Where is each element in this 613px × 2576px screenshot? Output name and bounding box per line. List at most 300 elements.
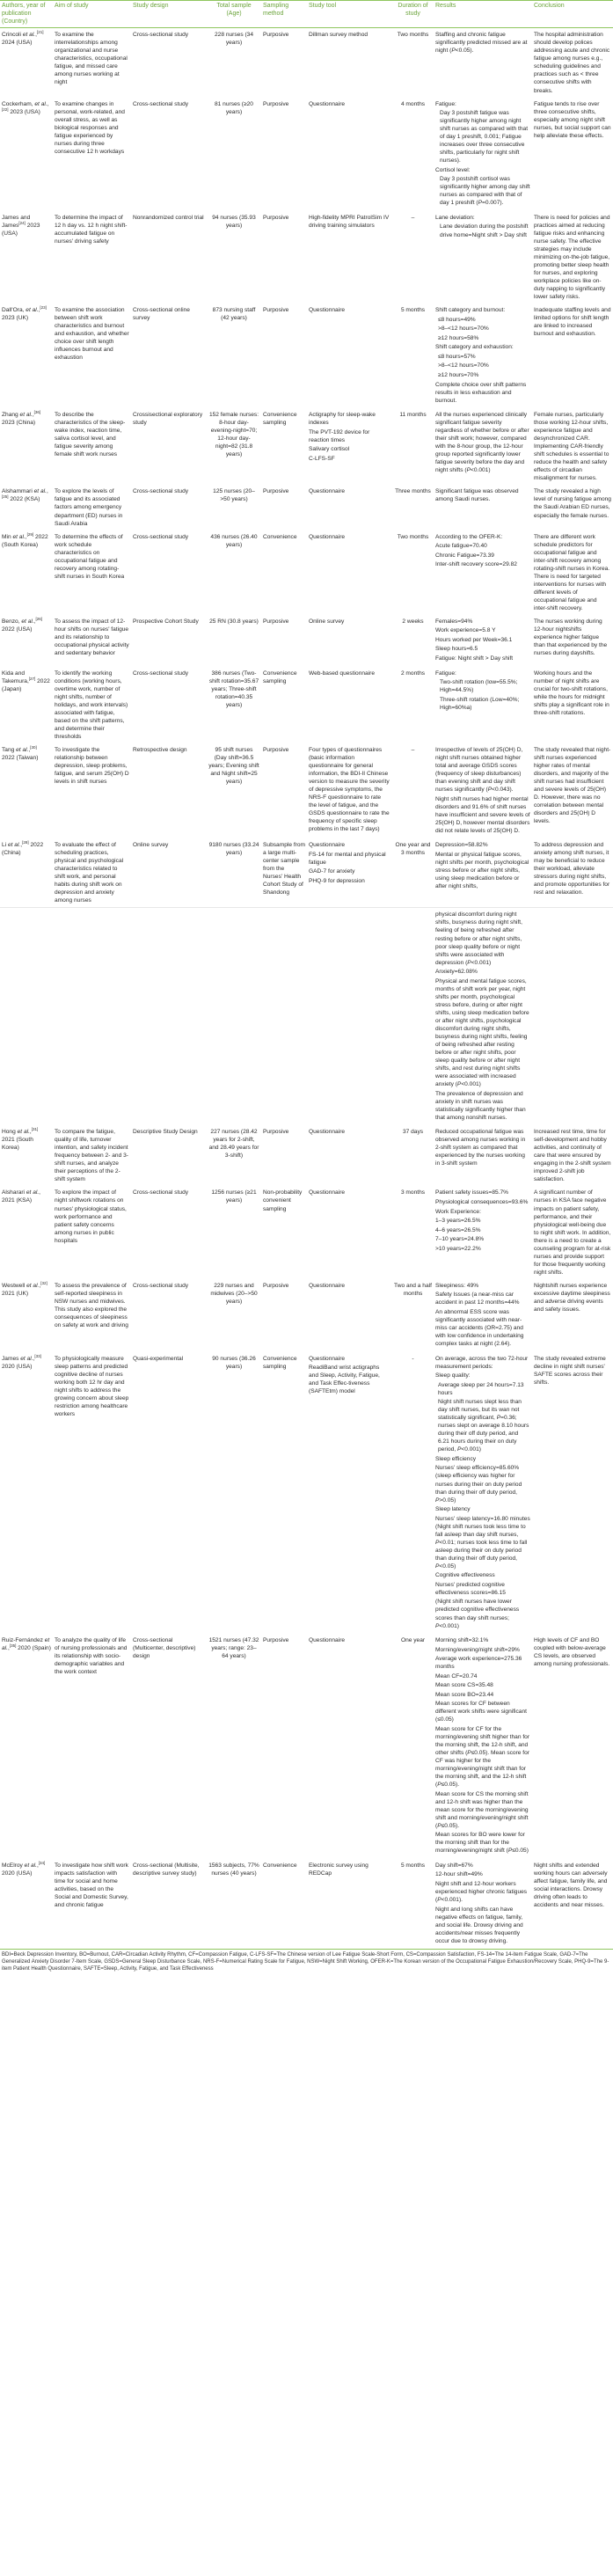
result-line: An abnormal ESS score was significantly associated with near-miss car accidents (OR=2.75) and with low confidence in undertaking complex tasks at night (2.64). xyxy=(435,1308,524,1347)
author-name: McElroy et al., xyxy=(2,1862,39,1869)
cell-aim: To identify the working conditions (working hours, overtime work, number of night shifts, number of holidays, and work intervals) associated with fatigue, based on the shift patterns, and determine their thresholds xyxy=(55,670,128,740)
cell-duration: One year xyxy=(400,1637,426,1644)
cell-design: Cross-sectional study xyxy=(133,32,189,39)
result-line: Nurses' sleep latency=16.80 minutes (Night shift nurses took less time to fall asleep than day shift nurses, P<0.01; nurses took less time to fall asleep during their on duty period than during their off duty period, P<0.05) xyxy=(435,1515,530,1570)
cell-conclusion: Female nurses, particularly those working 12-hour shifts, experience fatigue and desynchronized CAR. Implementing CAR-friendly shift schedules is essential to reduce the health and safety effects of circadian misalignment for nurses. xyxy=(534,412,609,482)
cell-study-tool xyxy=(307,531,392,615)
cell-duration: 5 months xyxy=(400,307,426,314)
cell-duration: – xyxy=(411,746,415,753)
result-line: Nurses' sleep efficiency=85.60% (sleep efficiency was higher for nurses during their on duty period than during their off duty period, P>0.05) xyxy=(435,1465,522,1504)
cell-sampling-method: Purposive xyxy=(263,1129,289,1136)
cell-sampling-method: Purposive xyxy=(263,488,289,495)
cell-sample: 228 nurses (34 years) xyxy=(215,32,253,47)
result-line: Fatigue: xyxy=(435,670,456,677)
cell-results xyxy=(434,838,532,908)
cell-duration: 2 months xyxy=(400,670,426,677)
cell-results xyxy=(434,485,532,530)
table-row xyxy=(0,485,613,530)
cell-conclusion: Working hours and the number of night shifts are crucial for two-shift rotations, while the hours for midnight shifts play a significant role in three-shift rotations. xyxy=(534,670,609,716)
cell-sample: 90 nurses (36.26 years) xyxy=(212,1355,256,1370)
result-line: ≥12 hours=70% xyxy=(438,372,479,378)
cell-results xyxy=(434,28,532,98)
tool-line: C-LFS-SF xyxy=(309,455,335,462)
cell-authors xyxy=(0,838,53,908)
cell-sampling-method: Subsample from a large multi-center sample from the Nurses' Health Cohort Study of Shandong xyxy=(263,842,306,896)
result-line: Complete choice over shift patterns results in less exhaustion and burnout. xyxy=(435,381,527,404)
result-line: Reduced occupational fatigue was observed among nurses working in 2-shift system as compared that experienced by the nurses working in 3-shift system xyxy=(435,1129,526,1167)
cell-conclusion: The nurses working during 12-hour nightshifts experience higher fatigue than that experienced by the nurses during dayshifts. xyxy=(534,618,608,656)
cell-sampling-method: Purposive xyxy=(263,618,289,625)
table-row xyxy=(0,408,613,485)
cell-sample: 95 shift nurses (Day shift=36.5 years; Evening shift and Night shift=25 years) xyxy=(208,746,259,785)
table-row xyxy=(0,1859,613,1949)
header-aim: Aim of study xyxy=(53,1,131,28)
cell-authors xyxy=(0,28,53,98)
table-row xyxy=(0,667,613,743)
table-row-continuation xyxy=(0,908,613,1125)
cell-duration: One year and 3 months xyxy=(395,842,431,857)
cell-duration: 5 months xyxy=(400,1862,426,1869)
result-line: Morning/evening/night shift=29% xyxy=(435,1646,520,1653)
result-line: Two-shift rotation (low=55.5%; High=44.5%) xyxy=(440,679,518,694)
author-name: James and James xyxy=(2,214,31,229)
tool-line: Four types of questionnaires (basic information questionnaire for general information, the BDI-II Chinese version to measure the severity of depressive symptoms, the NRS-F questionnaire to rate the level of fatigue, and the GSDS questionnaire to rate the frequency of specific sleep problems in the last 7 days) xyxy=(309,746,390,833)
cell-results xyxy=(434,211,532,304)
reference-number: [28] xyxy=(22,839,29,845)
header-results: Results xyxy=(434,1,532,28)
result-line: According to the OFER-K: xyxy=(435,533,503,540)
tool-line: Online survey xyxy=(309,618,345,625)
cell-results xyxy=(434,1279,532,1352)
publication-year-country: 2021 (UK) xyxy=(2,1290,29,1297)
reference-number: [24] xyxy=(18,220,26,225)
publication-year-country: 2023 (USA) xyxy=(8,108,40,115)
result-line: Mean score CS=35.48 xyxy=(435,1682,493,1689)
cell-results xyxy=(434,1125,532,1186)
cell-design: Cross-sectional study xyxy=(133,100,189,107)
cell-sample: 1563 subjects, 77% nurses (40 years) xyxy=(208,1862,259,1877)
cell-sample: 125 nurses (20–>50 years) xyxy=(213,488,255,503)
cell-design: Prospective Cohort Study xyxy=(133,618,199,625)
publication-year-country: 2022 (USA) xyxy=(2,626,33,633)
cell-conclusion: There are different work schedule predictors for occupational fatigue and inter-shift recovery among rotating-shift nurses in Korea. There is need for targeted interventions for nurses with different levels of occupational fatigue and inter-shift recovery. xyxy=(534,533,610,611)
publication-year-country: 2020 (USA) xyxy=(2,1363,33,1370)
cell-duration: - xyxy=(412,1355,414,1362)
result-line: Anxiety=62.08% xyxy=(435,969,478,976)
author-name: Li et al., xyxy=(2,842,23,849)
result-line: Physiological consequences=93.6% xyxy=(435,1198,529,1205)
result-line: Lane deviation: xyxy=(435,214,475,221)
cell-results xyxy=(434,743,532,838)
reference-number: [30] xyxy=(30,744,37,750)
table-row xyxy=(0,1186,613,1278)
author-name: Crincoli et al., xyxy=(2,32,37,39)
result-line: Mean CF=20.74 xyxy=(435,1672,478,1680)
cell-sample: 229 nurses and midwives (20–>50 years) xyxy=(210,1282,258,1305)
cell-results xyxy=(434,908,532,1125)
cell-design xyxy=(131,908,207,1125)
cell-conclusion: The study revealed a high level of nursing fatigue among the Saudi Arabian ED nurses, especially the female nurses. xyxy=(534,488,611,519)
result-line: Work Experience: xyxy=(435,1208,481,1215)
publication-year-country: 2022 (KSA) xyxy=(8,496,40,503)
cell-aim: To analyze the quality of life of nursing professionals and its relationship with socio-demographic variables and the work context xyxy=(55,1637,128,1676)
reference-number: [26] xyxy=(35,616,43,621)
result-line: All the nurses experienced clinically significant fatigue severity regardless of whether before or after their shift work; however, compared with the 8-hour group, the 12-hour group reported significantly lower fatigue severity before the day and night shifts (P<0.001) xyxy=(435,412,529,474)
result-line: Work experience=5.8 Y xyxy=(435,627,496,634)
result-line: Irrespective of levels of 25(OH) D, night shift nurses obtained higher total and average GSDS scores (frequency of sleep disturbances) than evening shift and day shift nurses significantly (P<0.043). xyxy=(435,746,523,793)
cell-authors xyxy=(0,908,53,1125)
cell-study-tool xyxy=(307,1352,392,1635)
cell-authors xyxy=(0,98,53,211)
cell-study-tool xyxy=(307,1634,392,1859)
cell-design: Cross-sectional (Multicenter, descriptive) design xyxy=(133,1637,196,1660)
cell-design: Cross-sectional study xyxy=(133,670,189,677)
tool-line: Questionnaire xyxy=(309,1189,346,1197)
cell-sample: 81 nurses (≥20 years) xyxy=(215,100,253,115)
result-line: Night and long shifts can have negative effects on fatigue, family, and social life. Drowsy driving and accidents/near misses frequently occur due to drowsy driving. xyxy=(435,1906,523,1944)
cell-conclusion: High levels of CF and BO coupled with below-average CS levels, are observed among nursing professionals. xyxy=(534,1637,610,1668)
cell-aim: To examine changes in personal, work-related, and overall stress, as well as biological responses and fatigue experienced by nurses during three consecutive 12 h workdays xyxy=(55,100,125,155)
cell-duration: Two months xyxy=(397,32,429,39)
cell-design: Nonrandomized control trial xyxy=(133,214,204,221)
cell-results xyxy=(434,615,532,667)
result-line: Day 3 postshift fatigue was significantly higher among night shift nurses as compared with that of day 1 preshift, 0.001; Fatigue increases over three consecutive shifts, particularly for night shift nurses). xyxy=(440,110,529,165)
cell-sample: 227 nurses (28.42 years for 2-shift, and 28.49 years for 3-shift) xyxy=(208,1129,259,1160)
table-row xyxy=(0,1352,613,1635)
result-line: Night shift and 12-hour workers experienced higher chronic fatigues (P<0.001). xyxy=(435,1880,528,1903)
header-sample: Total sample (Age) xyxy=(207,1,261,28)
cell-authors xyxy=(0,531,53,615)
author-name: Min et al., xyxy=(2,533,27,540)
cell-aim: To describe the characteristics of the sleep-wake index, reaction time, saliva cortisol level, and fatigue severity among female shift work nurses xyxy=(55,412,126,458)
result-line: 4–6 years=26.5% xyxy=(435,1226,481,1233)
cell-sampling-method: Convenience xyxy=(263,1862,297,1869)
result-line: Day shift=67% xyxy=(435,1862,473,1869)
cell-authors xyxy=(0,667,53,743)
result-line: Hours worked per Week=36.1 xyxy=(435,636,513,643)
result-line: On average, across the two 72-hour measurement periods: xyxy=(435,1355,529,1370)
cell-sample: 436 nurses (26.40 years) xyxy=(210,533,258,548)
author-name: Zhang et al., xyxy=(2,412,34,419)
cell-sample: 1521 nurses (47.32 years; range: 23–64 years) xyxy=(208,1637,259,1660)
result-line: Sleep quality: xyxy=(435,1372,471,1379)
cell-conclusion: Night shifts and extended working hours can adversely affect fatigue, family life, and social interactions. Drowsy driving often leads to accidents and near misses. xyxy=(534,1862,608,1909)
table-row xyxy=(0,304,613,408)
cell-design: Online survey xyxy=(133,842,169,849)
cell-aim: To determine the effects of work schedule characteristics on occupational fatigue and recovery among rotating-shift nurses in South Korea xyxy=(55,533,125,580)
cell-design: Cross-sectional study xyxy=(133,1282,189,1289)
cell-design: Retrospective design xyxy=(133,746,187,753)
cell-duration: 4 months xyxy=(400,100,426,107)
cell-aim: To investigate the relationship between depression, sleep problems, fatigue, and serum 25(OH) D levels in shift nurses xyxy=(55,746,129,785)
result-line: Three-shift rotation (Low=40%; High=60%a) xyxy=(440,696,520,711)
reference-number: [31] xyxy=(31,1127,39,1132)
result-line: Lane deviation during the postshift drive home=Night shift > Day shift xyxy=(440,223,529,238)
result-line: Mean score BO=23.44 xyxy=(435,1691,494,1698)
result-line: Fatigue: Night shift > Day shift xyxy=(435,655,514,662)
publication-year-country: 2020 (Spain) xyxy=(16,1645,51,1652)
publication-year-country: 2021 (KSA) xyxy=(2,1197,33,1204)
reference-number: [36] xyxy=(33,409,41,414)
tool-line: Questionnaire xyxy=(309,1129,346,1136)
header-duration: Duration of study xyxy=(392,1,434,28)
tool-line: Actigraphy for sleep-wake indexes xyxy=(309,412,376,427)
result-line: >8–<12 hours=70% xyxy=(438,362,489,370)
cell-conclusion: The study revealed extreme decline in night shift nurses' SAFTE scores across their shifts. xyxy=(534,1355,606,1386)
cell-aim: To explore the impact of night shiftwork rotations on nurses' physiological status, work performance and patient safety concerns among nurses in public hospitals xyxy=(55,1189,127,1244)
cell-sampling-method: Convenience sampling xyxy=(263,1355,297,1370)
cell-sampling-method: Purposive xyxy=(263,32,289,39)
cell-study-tool xyxy=(307,908,392,1125)
tool-line: Web-based questionnaire xyxy=(309,670,376,677)
cell-authors xyxy=(0,1186,53,1278)
cell-duration: Two and a half months xyxy=(394,1282,432,1297)
result-line: Physical and mental fatigue scores, months of shift work per year, night shifts per month, psychological stress before, during or after night shifts, using sleep medication before or after night shifts, psychological discomfort during night shifts, busyness during night shifts, feeling of being refreshed after resting before or after night shifts, poor sleep quality before or after night shifts, and rest during night shifts were associated with increased anxiety (P<0.001) xyxy=(435,977,529,1088)
cell-sampling-method: Purposive xyxy=(263,1637,289,1644)
cell-authors xyxy=(0,408,53,485)
table-row xyxy=(0,1634,613,1859)
cell-authors xyxy=(0,1125,53,1186)
cell-sample: 873 nursing staff (42 years) xyxy=(212,307,256,322)
cell-conclusion: A significant number of nurses in KSA face negative impacts on patient safety, performance, and their physiological well-being due to night shift work. In addition, there is a need to create a counseling program for at-risk nurses and provide support for those frequently working night shifts. xyxy=(534,1189,611,1276)
header-authors: Authors, year of publication (Country) xyxy=(0,1,53,28)
result-line: (Night shift nurses have lower predicted cognitive effectiveness scores than day shift nurses; P<0.001) xyxy=(435,1599,520,1629)
result-line: Day 3 postshift cortisol was significantly higher among day shift nurses as compared with that of day 1 preshift (P=0.007). xyxy=(440,176,530,207)
result-line: Average work experience=275.36 months xyxy=(435,1656,522,1671)
cell-design: Cross-sectional (Multisite, descriptive survey study) xyxy=(133,1862,200,1877)
result-line: Average sleep per 24 hours=7.13 hours xyxy=(438,1381,524,1396)
tool-line: Questionnaire xyxy=(309,307,346,314)
tool-line: Questionnaire xyxy=(309,100,346,107)
cell-results xyxy=(434,1634,532,1859)
result-line: Sleep latency xyxy=(435,1506,471,1513)
table-row xyxy=(0,1125,613,1186)
cell-aim: To explore the levels of fatigue and its associated factors among emergency department (ED) nurses in Saudi Arabia xyxy=(55,488,123,527)
result-line: Morning shift=32.1% xyxy=(435,1637,489,1644)
cell-study-tool xyxy=(307,304,392,408)
publication-year-country: 2022 (Taiwan) xyxy=(2,754,39,761)
cell-results xyxy=(434,408,532,485)
result-line: 12-hour shift=49% xyxy=(435,1871,483,1878)
cell-sampling-method: Purposive xyxy=(263,1282,289,1289)
cell-sampling-method: Purposive xyxy=(263,746,289,753)
cell-authors xyxy=(0,615,53,667)
result-line: Patient safety issues=85.7% xyxy=(435,1189,509,1197)
result-line: ≥12 hours=58% xyxy=(438,334,479,341)
cell-study-tool xyxy=(307,1859,392,1949)
cell-design: Cross-sectional online survey xyxy=(133,307,190,322)
cell-sampling-method: Purposive xyxy=(263,307,289,314)
result-line: Mean scores for BO were lower for the morning shift than for the morning/evening/night shift (P≤0.05) xyxy=(435,1832,529,1855)
cell-study-tool xyxy=(307,838,392,908)
cell-duration: 3 months xyxy=(400,1189,426,1197)
result-line: Nurses' predicted cognitive effectiveness scores=86.15 xyxy=(435,1581,506,1596)
reference-number: [32] xyxy=(40,1280,47,1285)
result-line: Fatigue: xyxy=(435,100,456,107)
cell-study-tool xyxy=(307,1279,392,1352)
author-name: Westwell et al., xyxy=(2,1282,41,1289)
tool-line: FS-14 for mental and physical fatigue xyxy=(309,851,386,866)
result-line: Inter-shift recovery score=29.82 xyxy=(435,561,517,568)
cell-duration: – xyxy=(411,214,415,221)
cell-results xyxy=(434,98,532,211)
cell-study-tool xyxy=(307,1125,392,1186)
tool-line: Questionnaire xyxy=(309,1637,346,1644)
cell-sampling-method: Non-probability convenient sampling xyxy=(263,1189,303,1212)
cell-sample xyxy=(207,908,261,1125)
cell-aim: To examine the association between shift work characteristics and burnout and exhaustion, and whether choice over shift length influences burnout and exhaustion xyxy=(55,307,129,362)
reference-number: [21] xyxy=(36,30,44,35)
cell-conclusion: Nightshift nurses experience excessive daytime sleepiness and adverse driving events and safety issues. xyxy=(534,1282,610,1313)
header-sampling: Sampling method xyxy=(261,1,307,28)
reference-number: [22] xyxy=(2,106,9,112)
cell-conclusion: There is need for policies and practices aimed at reducing fatigue risks and enhancing nurse safety. The effective strategies may include minimizing on-the-job fatigue, promoting better sleep health for nurses, and exploring workplace policies like on-duty napping to significantly lower safety risks. xyxy=(534,214,610,301)
result-line: Acute fatigue=70.40 xyxy=(435,543,487,550)
result-line: Mean score for CS the morning shift and 12-h shift was higher than the mean score for the morning/evening shift and morning/evening/night shift (P≤0.05). xyxy=(435,1790,529,1829)
result-line: Shift category and exhaustion: xyxy=(435,344,514,351)
cell-aim: To physiologically measure sleep patterns and predicted cognitive decline of nurses working both 12 hr day and night shifts to address the growing concern about sleep restriction among healthcare workers xyxy=(55,1355,129,1417)
cell-study-tool xyxy=(307,1186,392,1278)
cell-aim: To examine the interrelationships among organizational and nurse characteristics, occupational fatigue, and missed care among nurses working at night xyxy=(55,32,128,86)
table-body xyxy=(0,28,613,1949)
cell-aim: To assess the impact of 12-hour shifts on nurses' fatigue and its relationship to occupational physical activity and sedentary behavior xyxy=(55,618,129,656)
result-line: Night shift nurses slept less than day shift nurses, but its wan not statistically significant, P=0.36; nurses slept on average 8.10 hours during their off duty period, and 6.21 hours during their on duty period, P<0.001) xyxy=(438,1399,529,1453)
cell-sampling-method: Convenience sampling xyxy=(263,670,297,684)
author-name: Benzo, et al., xyxy=(2,618,36,625)
result-line: >10 years=22.2% xyxy=(435,1245,481,1252)
cell-results xyxy=(434,531,532,615)
publication-year-country: 2023 (China) xyxy=(2,420,36,427)
result-line: Depression=58.82% xyxy=(435,842,488,849)
table-row xyxy=(0,28,613,98)
tool-line: ReadiBand wrist actigraphs and Sleep, Activity, Fatigue, and Task Effec-tiveness (SAFTEtm) model xyxy=(309,1365,380,1395)
cell-duration: 11 months xyxy=(399,412,427,419)
cell-study-tool xyxy=(307,615,392,667)
cell-conclusion: The hospital administration should develop polices addressing acute and chronic fatigue among nurses e.g., scheduling guidelines and practices such as < three consecutive shifts with breaks. xyxy=(534,32,610,94)
cell-conclusion: Increased rest time, time for self-development and hobby activities, and continuity of care that were ensured by engaging in the 2-shift system improved 2-shift job satisfaction. xyxy=(534,1129,611,1183)
cell-sampling-method: Convenience sampling xyxy=(263,412,297,427)
tool-line: GAD-7 for anxiety xyxy=(309,868,355,875)
result-line: Mental or physical fatigue scores, night shifts per month, psychological stress before or after night shifts, using sleep medication before or after night shifts, xyxy=(435,851,529,889)
cell-aim: To evaluate the effect of scheduling practices, physical and psychological characteristics related to shift work, and personal habits during shift work on depression and anxiety among nurses xyxy=(55,842,124,904)
cell-sample: 386 nurses (Two-shift rotation=35.67 years; Three-shift rotation=40.35 years) xyxy=(208,670,259,708)
author-name: Alsharari et al., xyxy=(2,1189,40,1197)
result-line: ≤8 hours=57% xyxy=(438,353,476,360)
result-line: >8–<12 hours=70% xyxy=(438,326,489,333)
result-line: Sleep efficiency xyxy=(435,1455,477,1462)
cell-conclusion: The study revealed that night-shift nurses experienced higher rates of mental disorders, and majority of the shift nurses had insufficient and severe levels of 25(OH) D. However, there was no correlation between mental disorders and 25(OH) D levels. xyxy=(534,746,611,825)
cell-authors xyxy=(0,743,53,838)
cell-study-tool xyxy=(307,98,392,211)
cell-sampling-method: Convenience xyxy=(263,533,297,540)
cell-conclusion: Fatigue tends to rise over three consecutive shifts, especially among night shift nurses, but social support can help alleviate these effects. xyxy=(534,100,611,139)
result-line: Sleepiness: 49% xyxy=(435,1282,479,1289)
author-name: Ruiz-Fernández et al., xyxy=(2,1637,50,1652)
tool-line: PHQ-9 for depression xyxy=(309,877,365,884)
cell-results xyxy=(434,1186,532,1278)
cell-aim: To compare the fatigue, quality of life, turnover intention, and safety incident frequency between 2- and 3-shift nurses, and analyze their perceptions of the 2-shift system xyxy=(55,1129,128,1183)
cell-design: Crossisectional exploratory study xyxy=(133,412,203,427)
cell-results xyxy=(434,304,532,408)
cell-conclusion xyxy=(532,908,613,1125)
cell-sample: 152 female nurses: 8-hour day-evening-night=70; 12-hour day-night=82 (31.8 years) xyxy=(208,412,259,458)
publication-year-country: 2024 (USA) xyxy=(2,40,33,47)
result-line: ≤8 hours=49% xyxy=(438,316,476,323)
cell-conclusion: Inadequate staffing levels and limited options for shift length are linked to increased burnout and exhaustion. xyxy=(534,307,611,338)
reference-number: [34] xyxy=(38,1860,46,1865)
result-line: Mean scores for CF between different work shifts were significant (≤0.05) xyxy=(435,1701,527,1723)
result-line: physical discomfort during night shifts, busyness during night shift, feeling of being refreshed after resting before or after night shifts, poor sleep quality before or night shifts were associated with depression (P<0.001) xyxy=(435,911,522,966)
tool-line: Questionnaire xyxy=(309,1282,346,1289)
result-line: Night shift nurses had higher mental disorders and 91.6% of shift nurses have insufficient and severe levels of 25(OH) D, however mental disorders did not relate levels of 25(OH) D. xyxy=(435,795,530,834)
cell-authors xyxy=(0,1859,53,1949)
result-line: Safety Issues (a near-miss car accident in past 12 months=44% xyxy=(435,1292,520,1306)
result-line: Shift category and burnout: xyxy=(435,307,506,314)
cell-study-tool xyxy=(307,211,392,304)
tool-line: Questionnaire xyxy=(309,842,346,849)
author-name: Tang et al., xyxy=(2,746,31,753)
table-row xyxy=(0,531,613,615)
cell-study-tool xyxy=(307,408,392,485)
cell-authors xyxy=(0,211,53,304)
tool-line: Dillman survey method xyxy=(309,32,369,39)
cell-authors xyxy=(0,1279,53,1352)
tool-line: The PVT-192 device for reaction times xyxy=(309,428,370,443)
cell-sampling-method xyxy=(261,908,307,1125)
cell-duration: Three months xyxy=(395,488,431,495)
publication-year-country: 2022 (South Korea) xyxy=(2,533,48,548)
result-line: The prevalence of depression and anxiety in shift nurses was statistically significantly higher than that among nonshift nurses. xyxy=(435,1090,526,1121)
cell-duration: 2 weeks xyxy=(402,618,424,625)
tool-line: Electronic survey using REDCap xyxy=(309,1862,369,1877)
cell-aim: To determine the impact of 12 h day vs. 12 h night shift-accumulated fatigue on nurses' driving safety xyxy=(55,214,128,245)
cell-results xyxy=(434,667,532,743)
tool-line: Questionnaire xyxy=(309,488,346,495)
result-line: Sleep hours=6.5 xyxy=(435,646,478,653)
table-row xyxy=(0,211,613,304)
cell-sample: 94 nurses (35.93 years) xyxy=(212,214,256,229)
cell-duration xyxy=(392,908,434,1125)
result-line: Significant fatigue was observed among Saudi nurses. xyxy=(435,488,519,503)
reference-number: [25] xyxy=(2,494,9,500)
cell-design: Quasi-experimental xyxy=(133,1355,184,1362)
result-line: 1–3 years=26.5% xyxy=(435,1218,481,1225)
cell-sample: 25 RN (30.8 years) xyxy=(209,618,259,625)
tool-line: Questionnaire xyxy=(309,1355,346,1362)
cell-study-tool xyxy=(307,485,392,530)
author-name: Cockerham, et al., xyxy=(2,100,49,107)
author-name: Kida and Takemura, xyxy=(2,670,29,684)
cell-authors xyxy=(0,1352,53,1635)
cell-sampling-method: Purposive xyxy=(263,214,289,221)
publication-year-country: 2023 (USA) xyxy=(2,222,40,237)
cell-aim xyxy=(53,908,131,1125)
publication-year-country: 2020 (USA) xyxy=(2,1870,33,1877)
cell-results xyxy=(434,1859,532,1949)
result-line: Cognitive effectiveness xyxy=(435,1572,495,1579)
cell-study-tool xyxy=(307,667,392,743)
result-line: 7–10 years=24.8% xyxy=(435,1236,485,1243)
table-row xyxy=(0,98,613,211)
author-name: Dall'Ora, et al., xyxy=(2,307,40,314)
header-conclusion: Conclusion xyxy=(532,1,613,28)
result-line: Staffing and chronic fatigue significantly predicted missed are at night (P<0.05). xyxy=(435,32,528,55)
tool-line: High-fidelity MPRI PatrolSim IV driving training simulators xyxy=(309,214,390,229)
cell-design: Cross-sectional study xyxy=(133,1189,189,1197)
cell-design: Cross-sectional study xyxy=(133,533,189,540)
publication-year-country: 2022 (Japan) xyxy=(2,677,50,692)
reference-number: [23] xyxy=(40,305,47,311)
